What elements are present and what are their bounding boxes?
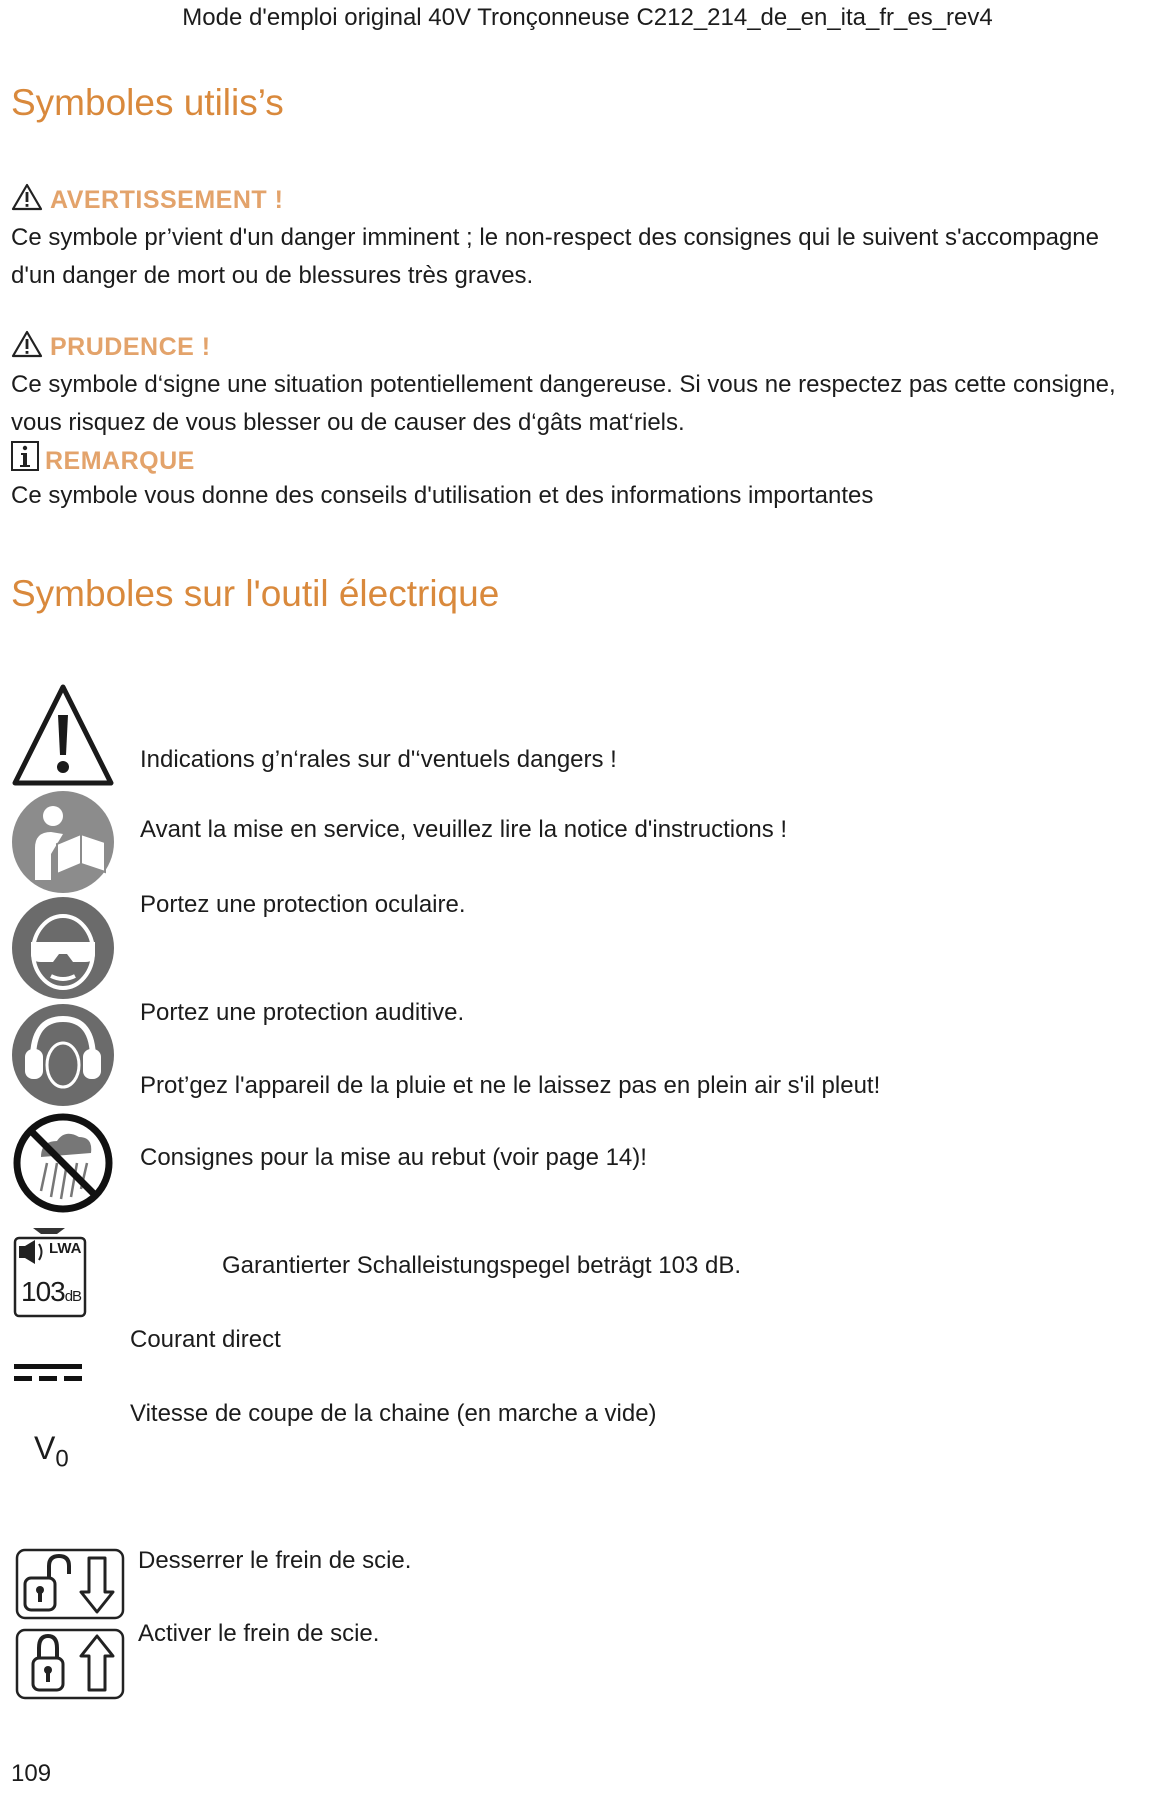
symbol-text-eye-protection: Portez une protection oculaire. [140,891,466,918]
note-label: REMARQUE [45,447,195,475]
ear-protection-icon [11,1003,115,1107]
symbol-text-ear-protection: Portez une protection auditive. [140,999,465,1026]
caution-text-line-1: Ce symbole d‘signe une situation potentiellement dangereuse. Si vous ne respectez pas cette consigne, [11,371,1116,398]
symbol-text-danger: Indications g’n‘rales sur d'‘ventuels dangers ! [140,746,617,773]
symbol-text-read-manual: Avant la mise en service, veuillez lire la notice d'instructions ! [140,816,788,843]
section-heading-tool-symbols: Symboles sur l'outil électrique [11,573,500,614]
sound-level-value: 103dB [21,1276,82,1307]
section-heading-symbols-used: Symboles utilis’s [11,82,284,123]
symbol-text-disposal: Consignes pour la mise au rebut (voir page 14)! [140,1144,647,1171]
brake-activate-icon [15,1628,125,1700]
symbol-text-brake-activate: Activer le frein de scie. [138,1620,380,1647]
symbol-text-rain: Prot’gez l'appareil de la pluie et ne le laissez pas en plein air s'il pleut! [140,1072,881,1099]
symbol-text-chain-speed: Vitesse de coupe de la chaine (en marche a vide) [130,1400,657,1427]
warning-small-icon [11,183,43,211]
warning-label: AVERTISSEMENT ! [50,186,284,214]
caution-text-line-2: vous risquez de vous blesser ou de causer des d‘gâts mat‘riels. [11,409,685,436]
page-number: 109 [11,1760,52,1787]
caution-label: PRUDENCE ! [50,333,211,361]
symbol-text-brake-release: Desserrer le frein de scie. [138,1547,412,1574]
no-rain-icon [11,1111,115,1215]
caution-small-icon [11,330,43,358]
warning-triangle-icon [11,683,115,787]
info-icon [11,441,39,471]
warning-text-line-1: Ce symbole pr’vient d'un danger imminent ; le non-respect des consignes qui le suivent s'accompagne [11,224,1099,251]
brake-release-icon [15,1548,125,1620]
sound-power-level-icon [13,1222,87,1318]
symbol-text-direct-current: Courant direct [130,1326,281,1353]
note-text: Ce symbole vous donne des conseils d'utilisation et des informations importantes [11,482,874,509]
chain-speed-icon: $V_0$ [34,1430,69,1473]
eye-protection-icon [11,896,115,1000]
symbol-text-sound-level: Garantierter Schalleistungspegel beträgt 103 dB. [222,1252,741,1279]
read-manual-icon [11,790,115,894]
document-header: Mode d'emploi original 40V Tronçonneuse C212_214_de_en_ita_fr_es_rev4 [182,4,993,31]
sound-level-label: LWA [49,1240,82,1257]
warning-text-line-2: d'un danger de mort ou de blessures très graves. [11,262,534,289]
direct-current-icon [14,1362,84,1384]
